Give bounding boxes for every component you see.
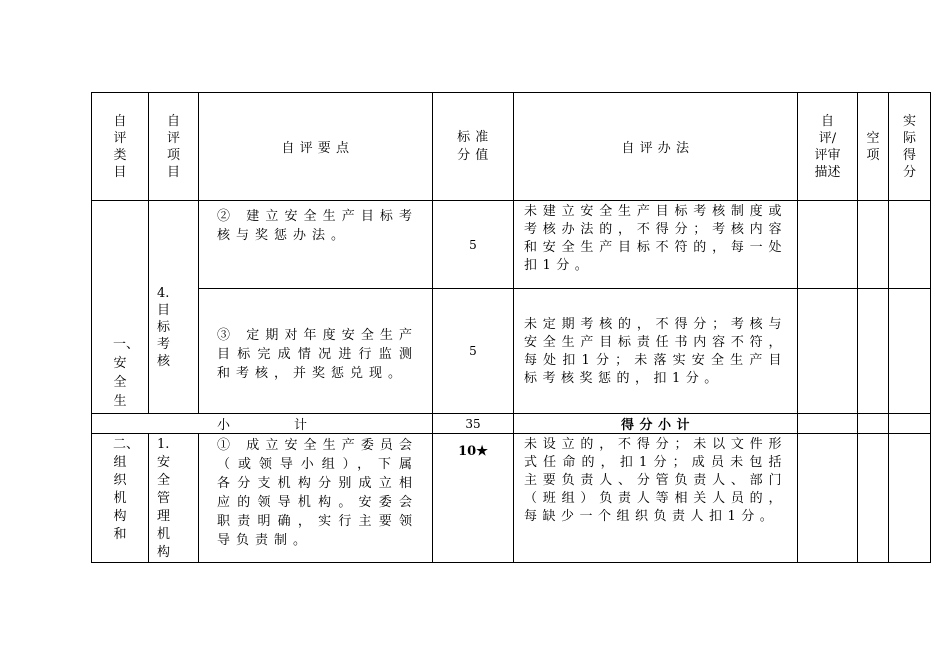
subtotal-score: 35 (433, 414, 514, 434)
evaluation-point: ③ 定期对年度安全生产目标完成情况进行监测和考核，并奖惩兑现。 (199, 289, 433, 414)
empty-cell (858, 434, 889, 563)
subtotal-method-label: 得 分 小 计 (514, 414, 798, 434)
table-row (92, 434, 931, 563)
actual-score-cell (889, 434, 931, 563)
table-row (92, 201, 931, 289)
review-cell (798, 201, 858, 289)
review-cell (798, 434, 858, 563)
item-cell: 4.目标考核 (149, 201, 199, 414)
header-item: 自评项目 (149, 93, 199, 201)
actual-score-cell (889, 414, 931, 434)
evaluation-method: 未建立安全生产目标考核制度或考核办法的，不得分；考核内容和安全生产目标不符的，每一处扣1分。 (514, 201, 798, 289)
standard-score: 10★ (433, 434, 514, 563)
header-category: 自评类目 (92, 93, 149, 201)
category-cell: 二、组织机构和 (92, 434, 149, 563)
review-cell (798, 289, 858, 414)
header-method: 自 评 办 法 (514, 93, 798, 201)
subtotal-label: 小 计 (92, 414, 433, 434)
table-row (92, 289, 931, 414)
evaluation-method: 未定期考核的，不得分；考核与安全生产目标责任书内容不符，每处扣1分；未落实安全生产目标考核奖惩的，扣1分。 (514, 289, 798, 414)
actual-score-cell (889, 289, 931, 414)
category-cell: 一、安全生 (92, 201, 149, 414)
header-review: 自评/评审描述 (798, 93, 858, 201)
empty-cell (858, 201, 889, 289)
header-empty: 空项 (858, 93, 889, 201)
actual-score-cell (889, 201, 931, 289)
empty-cell (858, 414, 889, 434)
header-actual: 实际得分 (889, 93, 931, 201)
evaluation-point: ① 成立安全生产委员会（或领导小组），下属各分支机构分别成立相应的领导机构。安委会职责明确，实行主要领导负责制。 (199, 434, 433, 563)
subtotal-row (92, 414, 931, 434)
item-cell: 1.安全管理机构 (149, 434, 199, 563)
header-points: 自 评 要 点 (199, 93, 433, 201)
review-cell (798, 414, 858, 434)
standard-score: 5 (433, 289, 514, 414)
evaluation-point: ② 建立安全生产目标考核与奖惩办法。 (199, 201, 433, 289)
evaluation-method: 未设立的，不得分；未以文件形式任命的，扣1分；成员未包括主要负责人、分管负责人、部门（班组）负责人等相关人员的，每缺少一个组织负责人扣1分。 (514, 434, 798, 563)
header-score: 标 准 分 值 (433, 93, 514, 201)
header-row (92, 93, 931, 201)
empty-cell (858, 289, 889, 414)
evaluation-table (91, 92, 931, 563)
standard-score: 5 (433, 201, 514, 289)
